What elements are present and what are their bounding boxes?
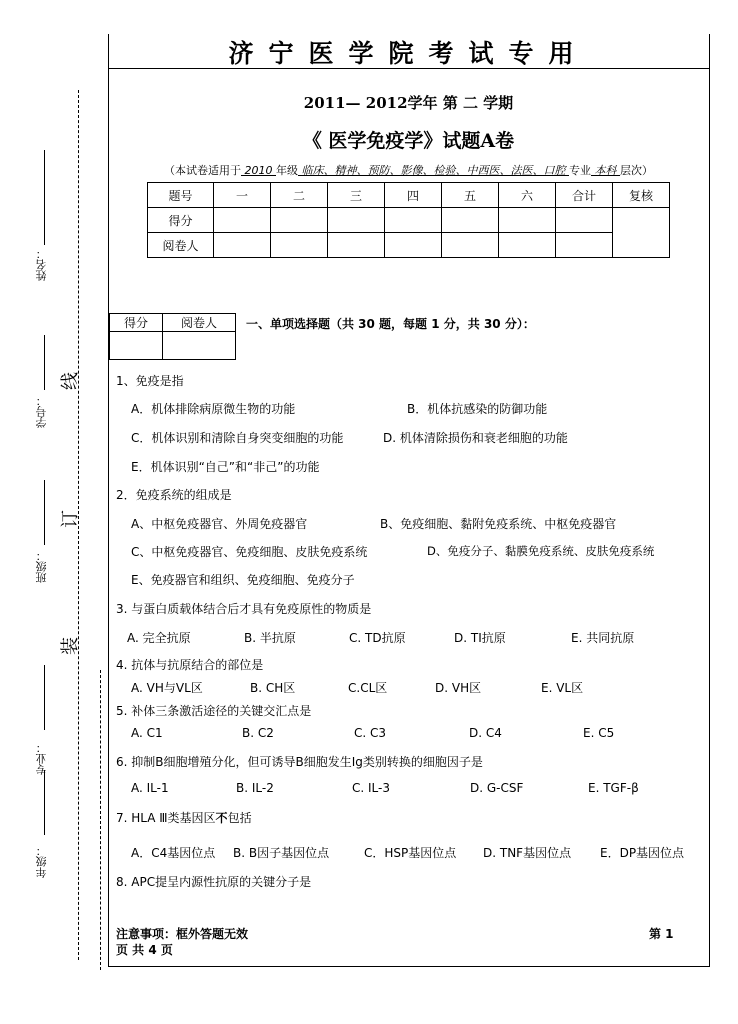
option: B. 半抗原 <box>244 631 296 645</box>
score-row <box>148 208 670 233</box>
score-header-cell: 复核 <box>613 183 670 208</box>
option: D. TNF基因位点 <box>483 846 572 860</box>
class-label: 班级： <box>35 550 48 583</box>
score-header-cell: 五 <box>442 183 499 208</box>
page-number: 第 1 <box>649 927 674 941</box>
option: E. TGF-β <box>588 781 639 795</box>
score-cell[interactable] <box>442 208 499 233</box>
class-field-line <box>44 480 45 545</box>
applies-level: 本科 <box>591 164 620 177</box>
binding-dash-line-inner <box>100 670 101 970</box>
grader-cell[interactable] <box>442 233 499 258</box>
option: B、免疫细胞、黏附免疫系统、中枢免疫器官 <box>380 517 617 531</box>
score-header-cell: 一 <box>214 183 271 208</box>
score-cell[interactable] <box>328 208 385 233</box>
section-score-table <box>109 313 236 360</box>
score-row-label: 得分 <box>148 208 214 233</box>
question-stem: 6. 抑制B细胞增殖分化，但可诱导B细胞发生Ig类别转换的细胞因子是 <box>116 755 483 769</box>
option: E、免疫器官和组织、免疫细胞、免疫分子 <box>131 573 355 587</box>
grader-cell[interactable] <box>556 233 613 258</box>
question-stem: 2．免疫系统的组成是 <box>116 488 232 502</box>
seal-char-zhuang: 装 <box>60 637 81 655</box>
question-stem: 1、免疫是指 <box>116 374 184 388</box>
name-field-line <box>44 150 45 245</box>
name-label: 姓名： <box>35 248 48 281</box>
applies-major-suffix: 专业 <box>569 164 591 177</box>
grader-cell[interactable] <box>214 233 271 258</box>
option: E. 共同抗原 <box>571 631 635 645</box>
applies-grade-suffix: 年级 <box>276 164 298 177</box>
applies-majors: 临床、精神、预防、影像、检验、中西医、法医、口腔 <box>298 164 569 177</box>
score-header-cell: 三 <box>328 183 385 208</box>
major-label: 专业： <box>35 742 48 775</box>
grader-row <box>148 233 670 258</box>
option: C. TD抗原 <box>349 631 406 645</box>
score-header-cell: 题号 <box>148 183 214 208</box>
option: E．机体识别“自己”和“非己”的功能 <box>131 460 320 474</box>
term-line: 2011— 2012学年 第 二 学期 <box>303 94 514 112</box>
grader-cell[interactable] <box>271 233 328 258</box>
seal-char-ding: 订 <box>60 510 81 528</box>
option: C. C3 <box>354 726 387 740</box>
applies-level-suffix: 层次） <box>620 164 653 177</box>
grader-cell[interactable] <box>499 233 556 258</box>
question-stem: 5. 补体三条激活途径的关键交汇点是 <box>116 704 312 718</box>
score-table <box>147 182 670 258</box>
option: B. CH区 <box>250 681 296 695</box>
score-table-header-row <box>148 183 670 208</box>
option: A. IL-1 <box>131 781 169 795</box>
student-id-label: 学号： <box>35 395 48 428</box>
section-score-label: 得分 <box>110 314 163 332</box>
score-cell[interactable] <box>271 208 328 233</box>
option: A．C4基因位点 <box>131 846 216 860</box>
option: A. VH与VL区 <box>131 681 203 695</box>
score-cell[interactable] <box>556 208 613 233</box>
option: D. VH区 <box>435 681 482 695</box>
score-cell[interactable] <box>385 208 442 233</box>
grader-row-label: 阅卷人 <box>148 233 214 258</box>
grade-label: 年级： <box>35 845 48 878</box>
option: C.CL区 <box>348 681 388 695</box>
score-cell[interactable] <box>499 208 556 233</box>
score-header-cell: 二 <box>271 183 328 208</box>
footer-note: 注意事项：框外答题无效 <box>116 927 249 941</box>
option: E. C5 <box>583 726 615 740</box>
question-stem-part: 7. HLA Ⅲ类基因区 <box>116 811 216 825</box>
score-header-cell: 六 <box>499 183 556 208</box>
question-stem-part: 包括 <box>227 811 252 825</box>
section-heading: 一、单项选择题（共 30 题，每题 1 分，共 30 分）： <box>246 317 535 331</box>
option: A、中枢免疫器官、外周免疫器官 <box>131 517 308 531</box>
option: A. C1 <box>131 726 163 740</box>
grader-cell[interactable] <box>385 233 442 258</box>
grade-field-line <box>44 770 45 835</box>
question-stem-emphasis: 不 <box>215 811 228 825</box>
applies-prefix: （本试卷适用于 <box>164 164 241 177</box>
section-grader-cell[interactable] <box>163 332 236 360</box>
review-cell[interactable] <box>613 208 670 258</box>
option: A. 完全抗原 <box>127 631 191 645</box>
option: D. G-CSF <box>470 781 524 795</box>
option: C．机体识别和清除自身突变细胞的功能 <box>131 431 344 445</box>
question-stem: 8. APC提呈内源性抗原的关键分子是 <box>116 875 312 889</box>
option: C．HSP基因位点 <box>364 846 457 860</box>
applies-to-line <box>108 162 709 178</box>
option: A．机体排除病原微生物的功能 <box>131 402 296 416</box>
option: B. B因子基因位点 <box>233 846 330 860</box>
student-id-field-line <box>44 335 45 390</box>
school-banner: 济宁医学院考试专用 <box>228 39 589 68</box>
seal-char-xian: 线 <box>60 372 81 390</box>
applies-year: 2010 <box>241 164 276 177</box>
section-grader-label: 阅卷人 <box>163 314 236 332</box>
exam-title: 《 医学免疫学》试题A卷 <box>302 130 515 152</box>
option: B. IL-2 <box>236 781 274 795</box>
major-field-line <box>44 665 45 730</box>
score-header-cell: 四 <box>385 183 442 208</box>
option: D. C4 <box>469 726 502 740</box>
option: D、免疫分子、黏膜免疫系统、皮肤免疫系统 <box>427 544 655 558</box>
option: B．机体抗感染的防御功能 <box>407 402 548 416</box>
option: C、中枢免疫器官、免疫细胞、皮肤免疫系统 <box>131 545 368 559</box>
section-score-cell[interactable] <box>110 332 163 360</box>
question-stem <box>116 809 252 826</box>
score-cell[interactable] <box>214 208 271 233</box>
option: D. TI抗原 <box>454 631 506 645</box>
score-header-cell: 合计 <box>556 183 613 208</box>
question-stem: 3. 与蛋白质载体结合后才具有免疫原性的物质是 <box>116 602 372 616</box>
grader-cell[interactable] <box>328 233 385 258</box>
option: E. VL区 <box>541 681 584 695</box>
option: C. IL-3 <box>352 781 390 795</box>
option: D. 机体清除损伤和衰老细胞的功能 <box>383 431 568 445</box>
page-total: 页 共 4 页 <box>116 943 173 957</box>
option: B. C2 <box>242 726 274 740</box>
option: E．DP基因位点 <box>600 846 685 860</box>
question-stem: 4. 抗体与抗原结合的部位是 <box>116 658 264 672</box>
